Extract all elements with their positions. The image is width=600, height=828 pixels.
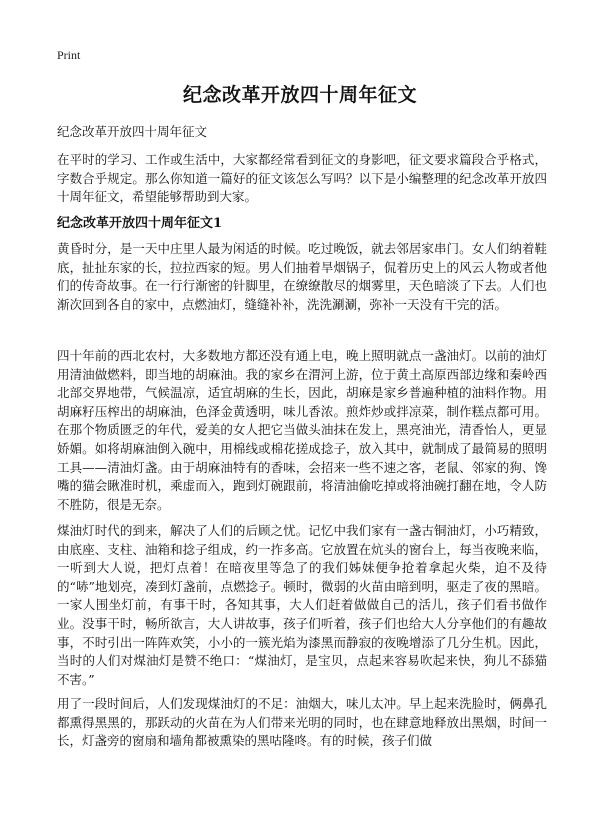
body-paragraph: 黄昏时分，是一天中庄里人最为闲适的时候。吃过晚饭，就去邻居家串门。女人们纳着鞋底，扯扯东家的长，拉拉西家的短。男人们抽着旱烟锅子，侃着历史上的风云人物或者他们的传奇故事。在一行行渐密的针脚里，在缭缭散尽的烟雾里，天色暗淡了下去。人们也渐次回到各自的家中，点燃油灯，缝缝补补，洗洗涮涮，弥补一天没有干完的活。 [57, 241, 547, 312]
page-title: 纪念改革开放四十周年征文 [182, 84, 417, 106]
section-heading: 纪念改革开放四十周年征文1 [57, 216, 223, 231]
print-link[interactable]: Print [57, 48, 81, 62]
intro-paragraph: 在平时的学习、工作或生活中，大家都经常看到征文的身影吧，征文要求篇段合乎格式，字数合乎规定。那么你知道一篇好的征文该怎么写吗？以下是小编整理的纪念改革开放四十周年征文，希望能够帮助到大家。 [57, 152, 547, 205]
body-paragraph: 四十年前的西北农村，大多数地方都还没有通上电，晚上照明就点一盏油灯。以前的油灯用清油做燃料，即当地的胡麻油。我的家乡在渭河上游，位于黄土高原西部边缘和秦岭西北部交界地带，气候温凉，适宜胡麻的生长，因此，胡麻是家乡普遍种植的油料作物。用胡麻籽压榨出的胡麻油，色泽金黄透明，味儿香浓。煎炸炒或拌凉菜，制作糕点都可用。在那个物质匮乏的年代，爱美的女人把它当做头油抹在发上，黑亮油光，清香怡人，更显娇媚。如将胡麻油倒入碗中，用棉线或棉花搓成捻子，放入其中，就制成了最简易的照明工具——清油灯盏。由于胡麻油特有的香味，会招来一些不速之客，老鼠、邻家的狗、馋嘴的猫会瞅准时机，乘虚而入，跑到灯碗跟前，将清油偷吃掉或将油碗打翻在地，令人防不胜防，很是无奈。 [57, 348, 547, 512]
body-paragraph: 用了一段时间后，人们发现煤油灯的不足：油烟大，味儿太冲。早上起来洗脸时，俩鼻孔都熏得黑黑的，那跃动的火苗在为人们带来光明的同时，也在肆意地释放出黑烟，时间一长，灯盏旁的窗扇和墙角都被熏染的黑咕隆咚。有的时候，孩子们做 [57, 696, 547, 749]
body-paragraph: 煤油灯时代的到来，解决了人们的后顾之忧。记忆中我们家有一盏古铜油灯，小巧精致，由底座、支柱、油箱和捻子组成，约一拃多高。它放置在炕头的窗台上，每当夜晚来临，一听到大人说，把灯点着！在暗夜里等急了的我们姊妹便争抢着拿起火柴，迫不及待的“哧”地划亮，凑到灯盏前，点燃捻子。顿时，微弱的火苗由暗到明，驱走了夜的黑暗。一家人围坐灯前，有事干时，各知其事，大人们赶着做做自己的活儿，孩子们看书做作业。没事干时，畅所欲言，大人讲故事，孩子们听着，孩子们也给大人分享他们的有趣故事，不时引出一阵阵欢笑，小小的一簇光焰为漆黑而静寂的夜晚增添了几分生机。因此，当时的人们对煤油灯是赞不绝口：“煤油灯，是宝贝，点起来容易吹起来快，狗儿不舔猫不害。” [57, 523, 547, 687]
document-subtitle: 纪念改革开放四十周年征文 [57, 124, 208, 139]
